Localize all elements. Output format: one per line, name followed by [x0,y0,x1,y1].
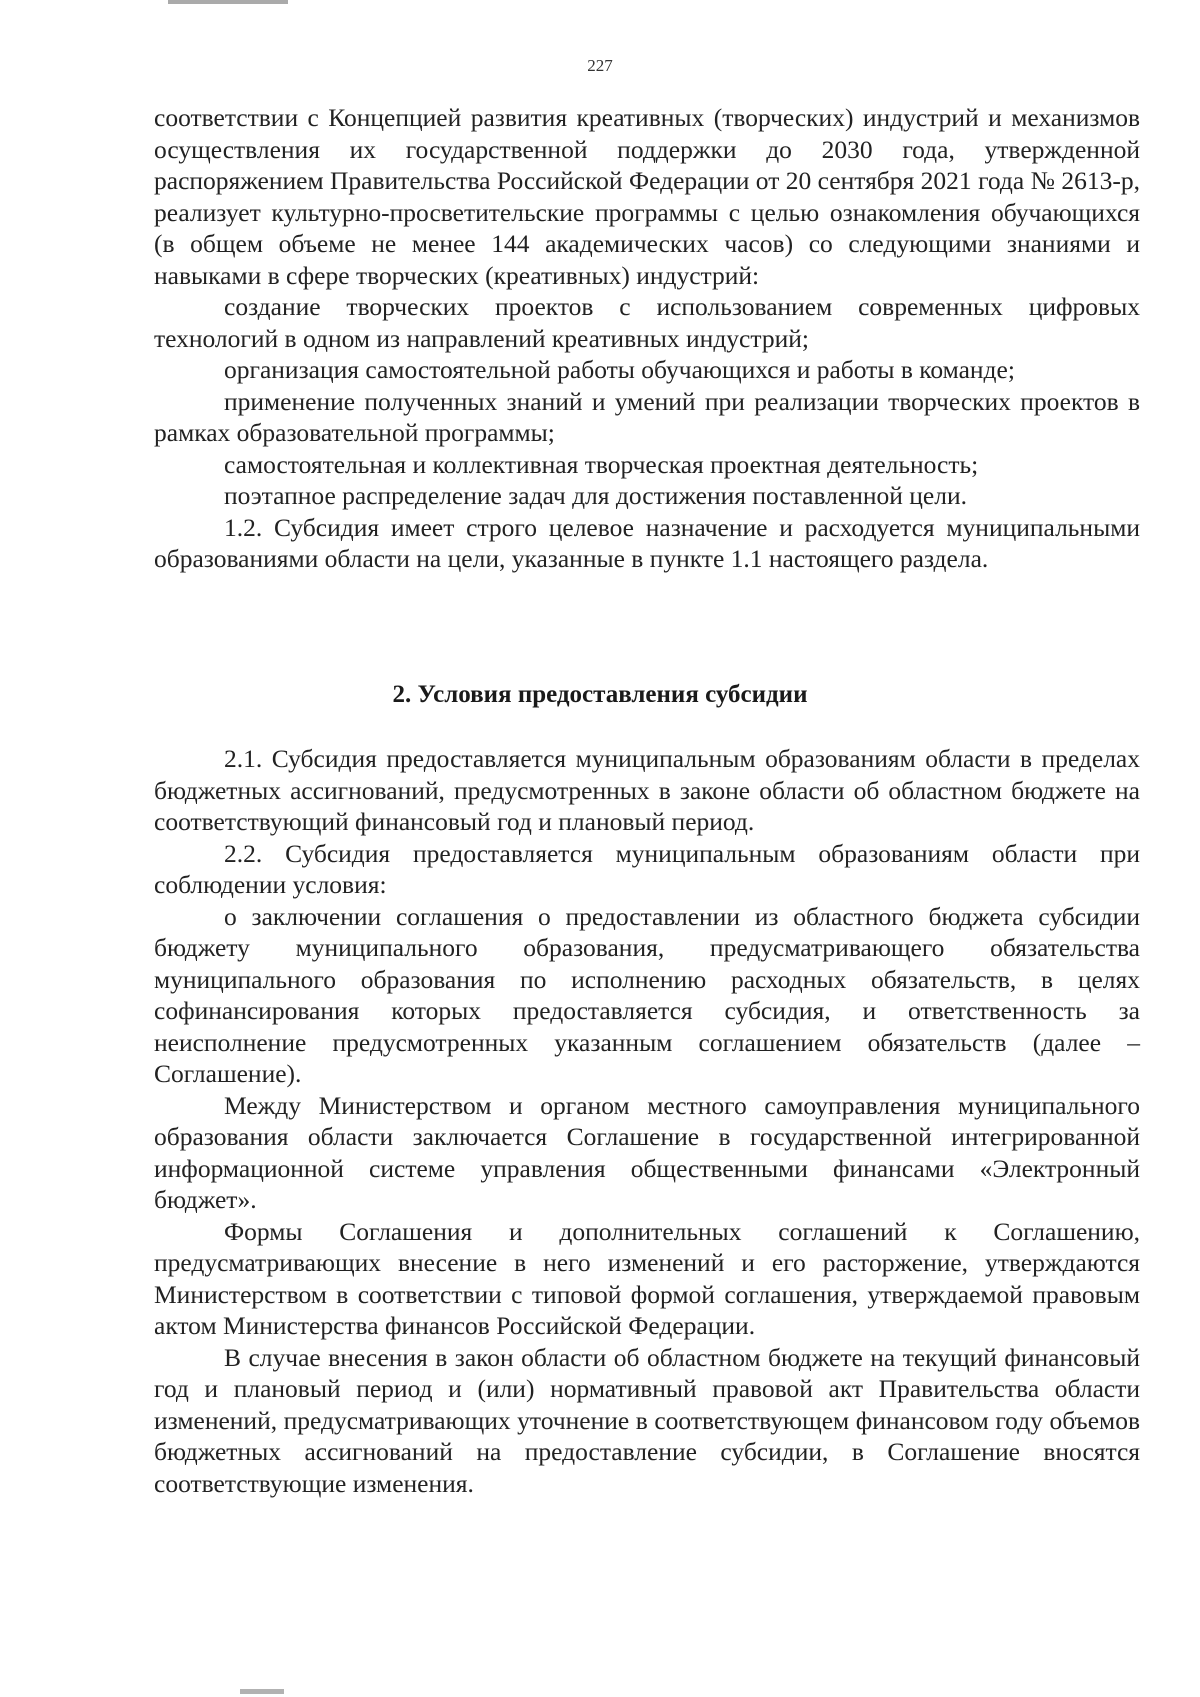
scan-artifact-bottom [240,1689,284,1694]
paragraph-2-2: 2.2. Субсидия предоставляется муниципальным образованиям области при соблюдении условия: [154,838,1140,899]
page-number: 227 [587,56,613,75]
scan-artifact-top [168,0,288,4]
list-item-task-distribution: поэтапное распределение задач для достижения поставленной цели. [224,481,967,510]
paragraph-budget-changes: В случае внесения в закон области об областном бюджете на текущий финансовый год и плановый период и (или) нормативный правовой акт Правительства области изменений, предусматривающих уточнение в соответствующем финансовом году объемов бюджетных ассигнований на предоставление субсидии, в Соглашение вносятся соответствующие изменения. [154,1342,1140,1498]
paragraph-continuation: соответствии с Концепцией развития креативных (творческих) индустрий и механизмов осуществления их государственной поддержки до 2030 года, утвержденной распоряжением Правительства Российской Федерации от 20 сентября 2021 года № 2613-р, реализует культурно-просветительские программы с целью ознакомления обучающихся (в общем объеме не менее 144 академических часов) со следующими знаниями и навыками в сфере творческих (креативных) индустрий: [154,103,1140,290]
section-heading: 2. Условия предоставления субсидии [392,681,808,708]
list-item-project-activity: самостоятельная и коллективная творческая проектная деятельность; [224,449,979,479]
list-item-knowledge-application: применение полученных знаний и умений при реализации творческих проектов в рамках образовательной программы; [154,386,1140,447]
body-text-section-1 [154,102,1140,575]
paragraph-electronic-budget: Между Министерством и органом местного самоуправления муниципального образования области заключается Соглашение в государственной интегрированной информационной системе управления общественными финансами «Электронный бюджет». [154,1090,1140,1214]
body-text-section-2 [154,743,1140,1499]
paragraph-2-1: 2.1. Субсидия предоставляется муниципальным образованиям области в пределах бюджетных ассигнований, предусмотренных в законе области об областном бюджете на соответствующий финансовый год и плановый период. [154,744,1140,836]
paragraph-agreement-condition: о заключении соглашения о предоставлении из областного бюджета субсидии бюджету муниципального образования, предусматривающего обязательства муниципального образования по исполнению расходных обязательств, в целях софинансирования которых предоставляется субсидия, и ответственность за неисполнение предусмотренных указанным соглашением обязательств (далее – Соглашение). [154,901,1140,1088]
list-item-digital-projects: создание творческих проектов с использованием современных цифровых технологий в одном из направлений креативных индустрий; [154,292,1140,353]
paragraph-agreement-forms: Формы Соглашения и дополнительных соглашений к Соглашению, предусматривающих внесение в него изменений и его расторжение, утверждаются Министерством в соответствии с типовой формой соглашения, утверждаемой правовым актом Министерства финансов Российской Федерации. [154,1216,1140,1340]
paragraph-1-2: 1.2. Субсидия имеет строго целевое назначение и расходуется муниципальными образованиями области на цели, указанные в пункте 1.1 настоящего раздела. [154,512,1140,573]
list-item-teamwork: организация самостоятельной работы обучающихся и работы в команде; [224,355,1015,384]
